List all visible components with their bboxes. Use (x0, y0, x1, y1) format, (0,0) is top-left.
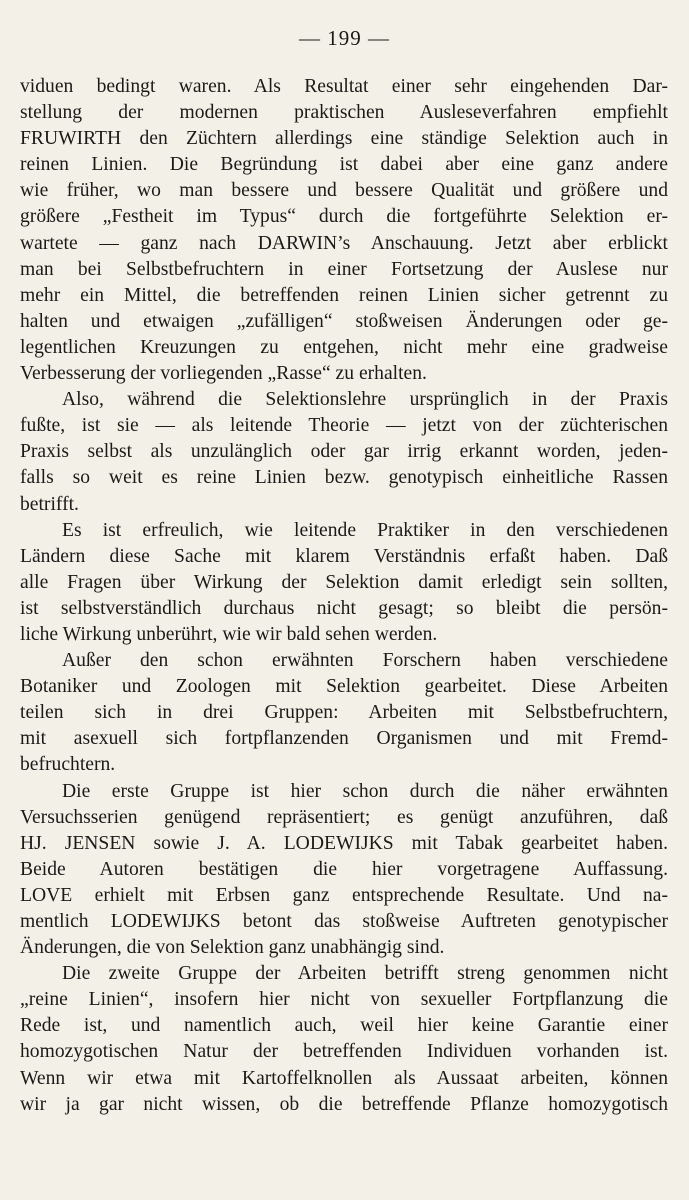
text-line: größere „Festheit im Typus“ durch die fortgeführte Selektion er- (20, 206, 668, 228)
text-line: teilen sich in drei Gruppen: Arbeiten mit Selbstbefruchtern, (20, 702, 668, 724)
text-line: „reine Linien“, insofern hier nicht von sexueller Fortpflanzung die (20, 989, 668, 1011)
text-line: Botaniker und Zoologen mit Selektion gearbeitet. Diese Arbeiten (20, 676, 668, 698)
text-line: befruchtern. (20, 754, 116, 776)
text-line: reinen Linien. Die Begründung ist dabei aber eine ganz andere (20, 154, 668, 176)
text-line: mit asexuell sich fortpflanzenden Organismen und mit Fremd- (20, 728, 668, 750)
text-line: Also, während die Selektionslehre ursprünglich in der Praxis (62, 389, 668, 411)
text-line: Änderungen, die von Selektion ganz unabhängig sind. (20, 937, 445, 959)
text-line: HJ. JENSEN sowie J. A. LODEWIJKS mit Tabak gearbeitet haben. (20, 832, 668, 854)
text-line: viduen bedingt waren. Als Resultat einer sehr eingehenden Dar- (20, 76, 668, 97)
body-text (20, 74, 668, 1118)
text-line: Die erste Gruppe ist hier schon durch die näher erwähnten (62, 780, 668, 802)
text-line: Die zweite Gruppe der Arbeiten betrifft streng genommen nicht (62, 963, 668, 985)
text-line: Es ist erfreulich, wie leitende Praktiker in den verschiedenen (62, 519, 668, 541)
text-line: falls so weit es reine Linien bezw. genotypisch einheitliche Rassen (20, 467, 668, 489)
text-line: FRUWIRTH den Züchtern allerdings eine ständige Selektion auch in (20, 128, 668, 150)
text-line: homozygotischen Natur der betreffenden Individuen vorhanden ist. (20, 1041, 668, 1063)
text-line: Außer den schon erwähnten Forschern haben verschiedene (62, 650, 668, 672)
page-number: — 199 — (299, 26, 390, 50)
text-line: liche Wirkung unberührt, wie wir bald sehen werden. (20, 623, 438, 645)
text-line: wir ja gar nicht wissen, ob die betreffende Pflanze homozygotisch (20, 1093, 668, 1115)
text-line: alle Fragen über Wirkung der Selektion damit erledigt sein sollten, (20, 571, 668, 593)
text-line: Wenn wir etwa mit Kartoffelknollen als Aussaat arbeiten, können (20, 1067, 668, 1089)
text-line: wie früher, wo man bessere und bessere Qualität und größere und (20, 180, 668, 202)
text-line: man bei Selbstbefruchtern in einer Fortsetzung der Auslese nur (20, 258, 668, 280)
text-line: Beide Autoren bestätigen die hier vorgetragene Auffassung. (20, 858, 668, 880)
text-line: Praxis selbst als unzulänglich oder gar irrig erkannt worden, jeden- (20, 441, 668, 463)
text-line: mentlich LODEWIJKS betont das stoßweise Auftreten genotypischer (20, 911, 668, 932)
text-line: wartete — ganz nach DARWIN’s Anschauung. Jetzt aber erblickt (20, 232, 668, 254)
text-line: fußte, ist sie — als leitende Theorie — jetzt von der züchterischen (20, 415, 668, 437)
text-line: legentlichen Kreuzungen zu entgehen, nicht mehr eine gradweise (20, 336, 668, 358)
text-line: LOVE erhielt mit Erbsen ganz entsprechende Resultate. Und na- (20, 884, 668, 906)
text-line: Ländern diese Sache mit klarem Verständnis erfaßt haben. Daß (20, 545, 668, 567)
text-line: mehr ein Mittel, die betreffenden reinen Linien sicher getrennt zu (20, 284, 668, 306)
text-line: Rede ist, und namentlich auch, weil hier keine Garantie einer (20, 1015, 668, 1037)
text-line: Verbesserung der vorliegenden „Rasse“ zu erhalten. (20, 363, 427, 385)
text-line: Versuchsserien genügend repräsentiert; es genügt anzuführen, daß (20, 806, 668, 828)
text-line: ist selbstverständlich durchaus nicht gesagt; so bleibt die persön- (20, 597, 668, 619)
text-line: halten und etwaigen „zufälligen“ stoßweisen Änderungen oder ge- (20, 310, 668, 332)
text-line: stellung der modernen praktischen Ausleseverfahren empfiehlt (20, 102, 668, 124)
text-line: betrifft. (20, 493, 79, 515)
